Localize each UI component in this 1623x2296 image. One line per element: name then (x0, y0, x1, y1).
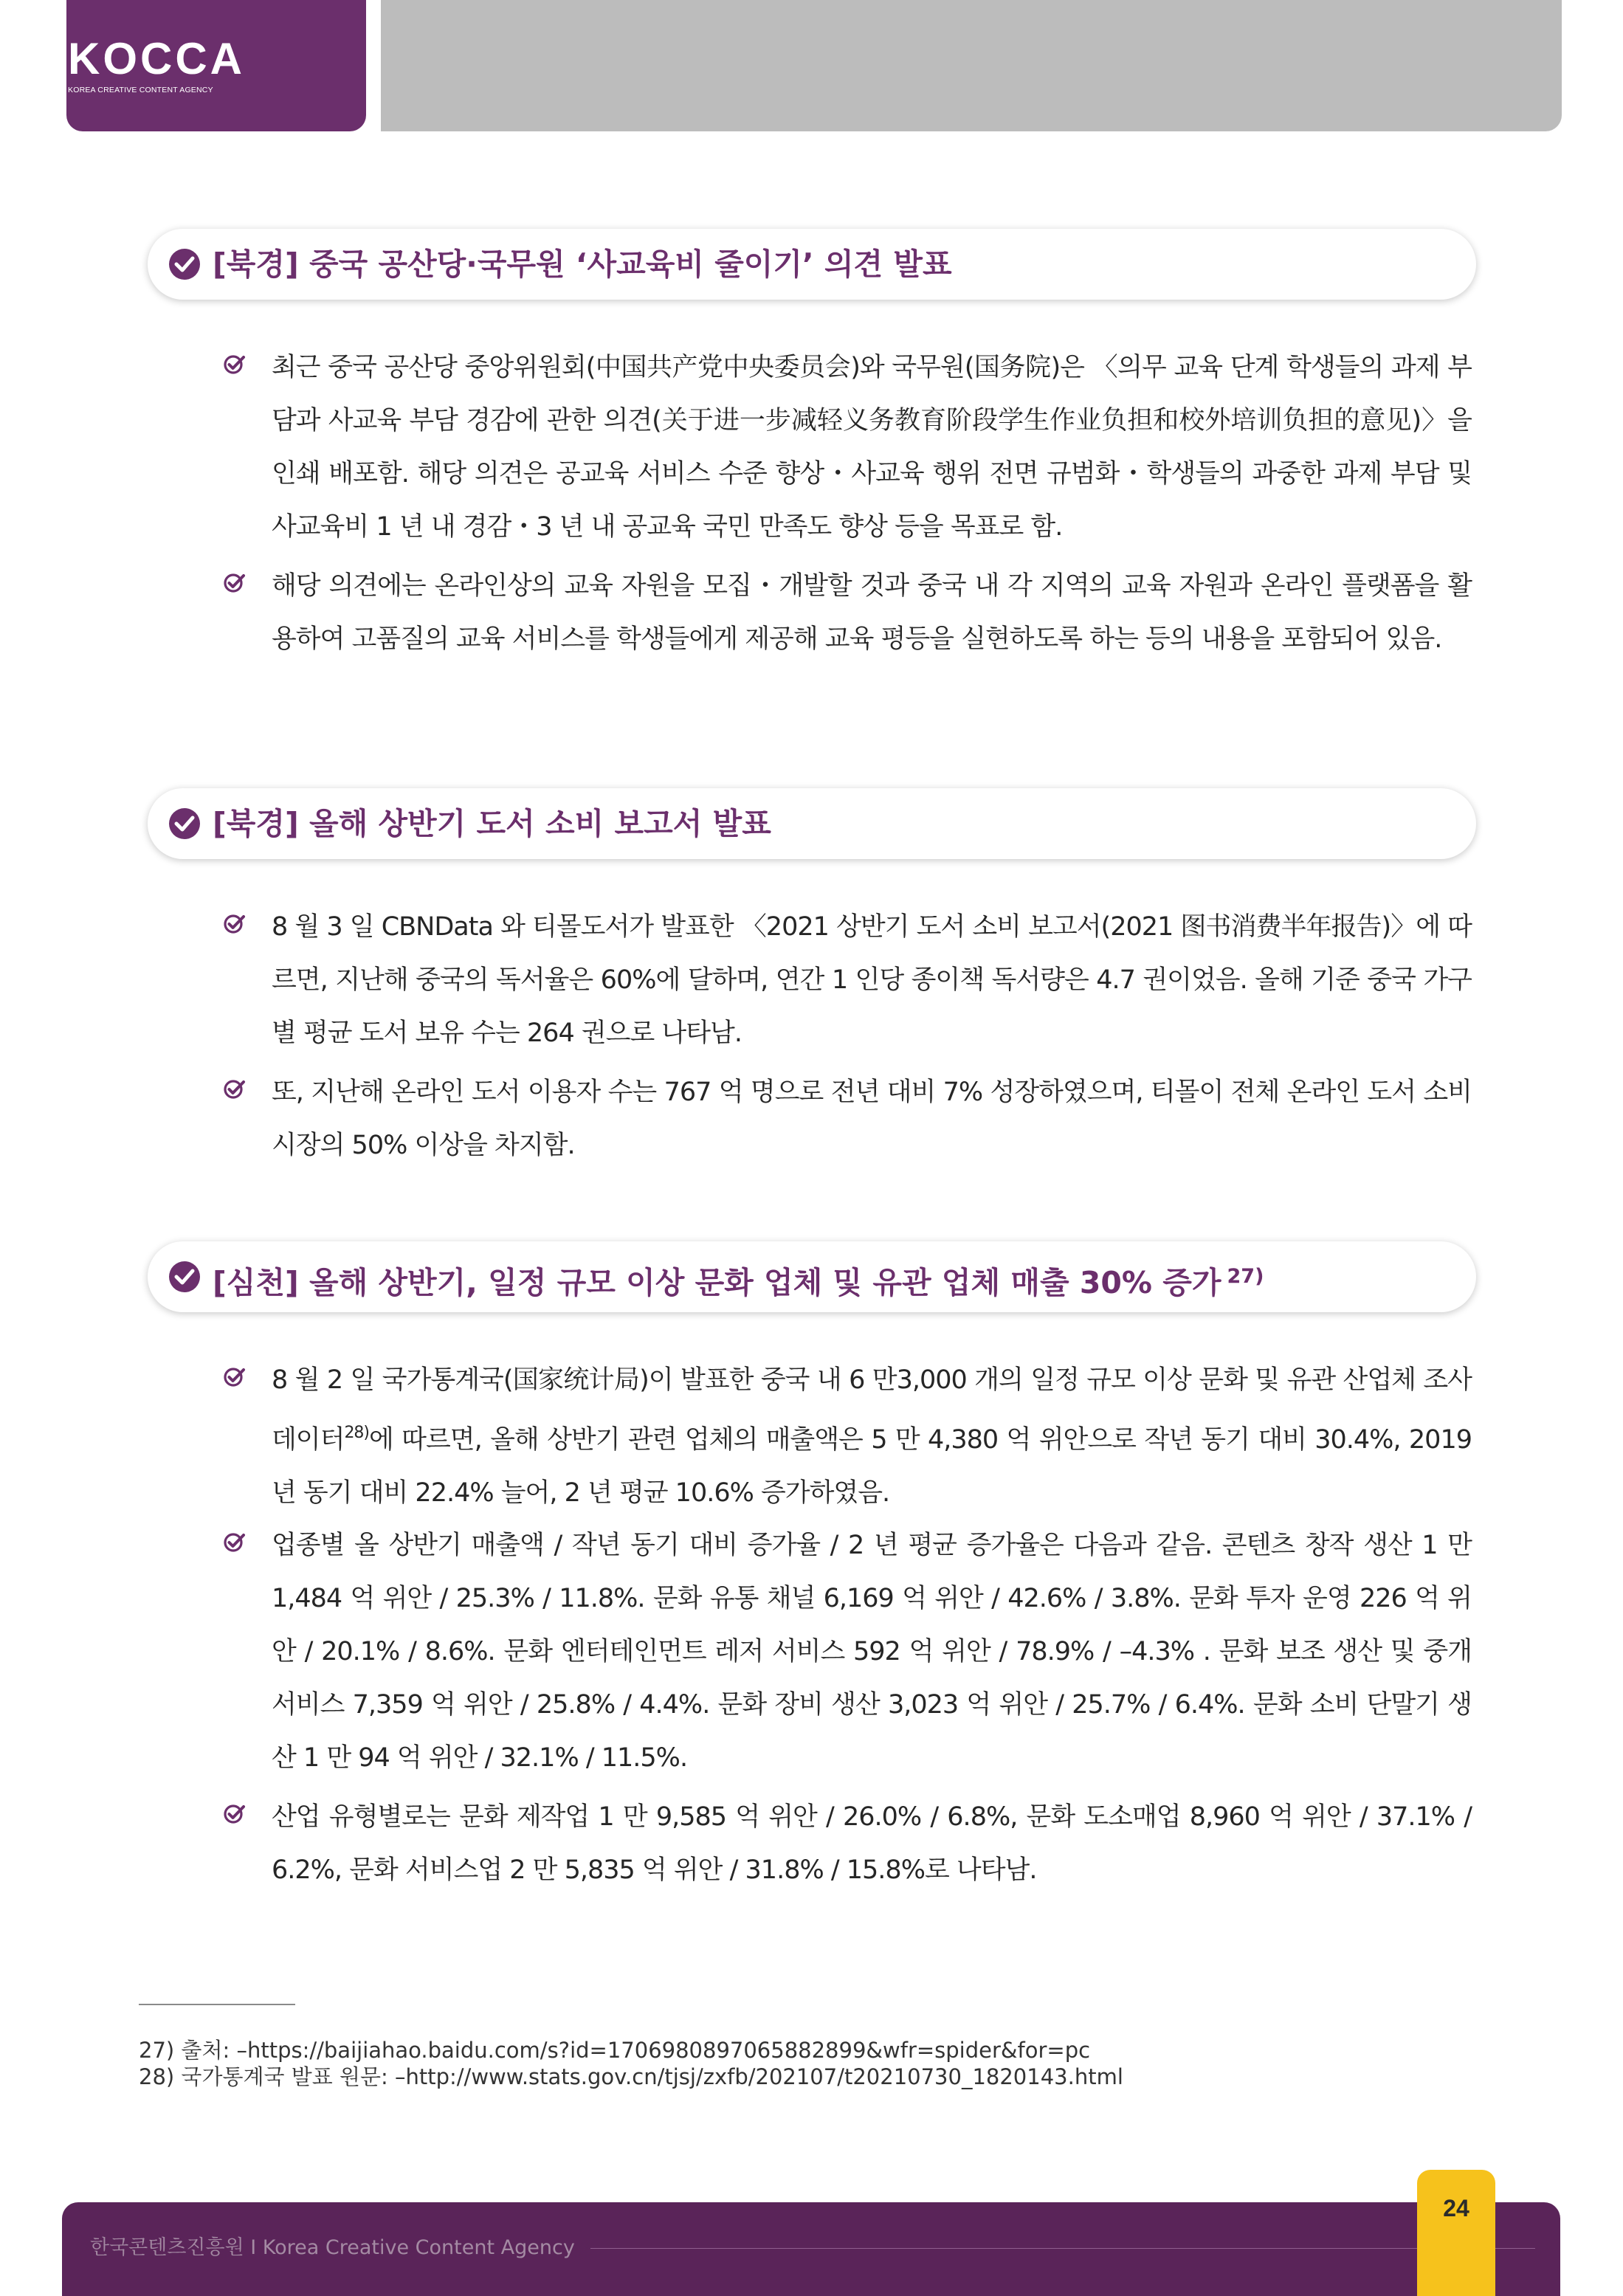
bullet-text: 8 월 3 일 CBNData 와 티몰도서가 발표한 〈2021 상반기 도서 소비 보고서(2021 图书消费半年报告)〉에 따르면, 지난해 중국의 독서율은 60%에 달하며, 연간 1 인당 종이책 독서량은 4.7 권이었음. 올해 기준 중국 가구별 평균 도서 보유 수는 264 권으로 나타남. (272, 912, 1472, 1048)
bullet-text: 업종별 올 상반기 매출액 / 작년 동기 대비 증가율 / 2 년 평균 증가율은 다음과 같음. 콘텐츠 창작 생산 1 만 1,484 억 위안 / 25.3% / 11.8%. 문화 유통 채널 6,169 억 위안 / 42.6% / 3.8%. 문화 투자 운영 226 억 위안 / 20.1% / 8.6%. 문화 엔터테인먼트 레저 서비스 592 억 위안 / 78.9% / –4.3% . 문화 보조 생산 및 중개 서비스 7,359 억 위안 / 25.8% / 4.4%. 문화 장비 생산 3,023 억 위안 / 25.7% / 6.4%. 문화 소비 단말기 생산 1 만 94 억 위안 / 32.1% / 11.5%. (272, 1531, 1472, 1773)
bullet-text: 최근 중국 공산당 중앙위원회(中国共产党中央委员会)와 국무원(国务院)은 〈의무 교육 단계 학생들의 과제 부담과 사교육 부담 경감에 관한 의견(关于进一步减轻义务教育阶段学生作业负担和校外培训负担的意见)〉을 인쇄 배포함. 해당 의견은 공교육 서비스 수준 향상・사교육 행위 전면 규범화・학생들의 과중한 과제 부담 및 사교육비 1 년 내 경감・3 년 내 공교육 국민 만족도 향상 등을 목표로 함. (272, 353, 1472, 542)
header-bar (381, 0, 1562, 131)
bullet-text: 산업 유형별로는 문화 제작업 1 만 9,585 억 위안 / 26.0% / 6.8%, 문화 도소매업 8,960 억 위안 / 37.1% / 6.2%, 문화 서비스업 2 만 5,835 억 위안 / 31.8% / 15.8%로 나타남. (272, 1802, 1472, 1885)
check-bullet-icon (224, 1078, 246, 1100)
check-circle-icon (168, 248, 201, 280)
kocca-logo-subtitle: KOREA CREATIVE CONTENT AGENCY (68, 86, 213, 94)
section-title: [북경] 올해 상반기 도서 소비 보고서 발표 (213, 806, 771, 841)
page-number-tab (1417, 2170, 1495, 2296)
footer-divider-line (590, 2248, 1535, 2249)
footer-organization: 한국콘텐츠진흥원 I Korea Creative Content Agency (90, 2236, 575, 2259)
page-number: 24 (1443, 2195, 1469, 2221)
footnote-ref: 28) (344, 1424, 370, 1442)
footnote-ref: 27) (1227, 1265, 1264, 1288)
section-title: [북경] 중국 공산당·국무원 ‘사교육비 줄이기’ 의견 발표 (213, 247, 952, 282)
footnote-28: 28) 국가통계국 발표 원문: –http://www.stats.gov.cn/tjsj/zxfb/202107/t20210730_1820143.html (139, 2064, 1123, 2089)
section-title: [심천] 올해 상반기, 일정 규모 이상 문화 업체 및 유관 업체 매출 30% 증가 $^{27)}$ (213, 1265, 1264, 1300)
footnote-27: 27) 출처: –https://baijiahao.baidu.com/s?id=1706980897065882899&wfr=spider&for=pc (139, 2038, 1091, 2063)
check-bullet-icon (224, 353, 246, 375)
check-bullet-icon (224, 1365, 246, 1387)
check-bullet-icon (224, 571, 246, 593)
kocca-logo: KOCCA (68, 34, 245, 83)
bullet-text: 8 월 2 일 국가통계국(国家统计局)이 발표한 중국 내 6 만3,000 개의 일정 규모 이상 문화 및 유관 산업체 조사 데이터$^{28)}$에 따르면, 올해 상반기 관련 업체의 매출액은 5 만 4,380 억 위안으로 작년 동기 대비 30.4%, 2019 년 동기 대비 22.4% 늘어, 2 년 평균 10.6% 증가하였음. (272, 1365, 1472, 1508)
check-circle-icon (168, 807, 201, 840)
section-header-beijing-books (148, 788, 1476, 859)
check-bullet-icon (224, 912, 246, 934)
section-header-shenzhen-culture (148, 1241, 1476, 1312)
bullet-text: 해당 의견에는 온라인상의 교육 자원을 모집・개발할 것과 중국 내 각 지역의 교육 자원과 온라인 플랫폼을 활용하여 고품질의 교육 서비스를 학생들에게 제공해 교육 평등을 실현하도록 하는 등의 내용을 포함되어 있음. (272, 571, 1472, 654)
footnote-divider (139, 2004, 295, 2005)
bullet-text: 또, 지난해 온라인 도서 이용자 수는 767 억 명으로 전년 대비 7% 성장하였으며, 티몰이 전체 온라인 도서 소비 시장의 50% 이상을 차지함. (272, 1078, 1472, 1160)
section-header-beijing-education (148, 229, 1476, 300)
check-bullet-icon (224, 1802, 246, 1824)
check-bullet-icon (224, 1531, 246, 1553)
check-circle-icon (168, 1261, 201, 1293)
